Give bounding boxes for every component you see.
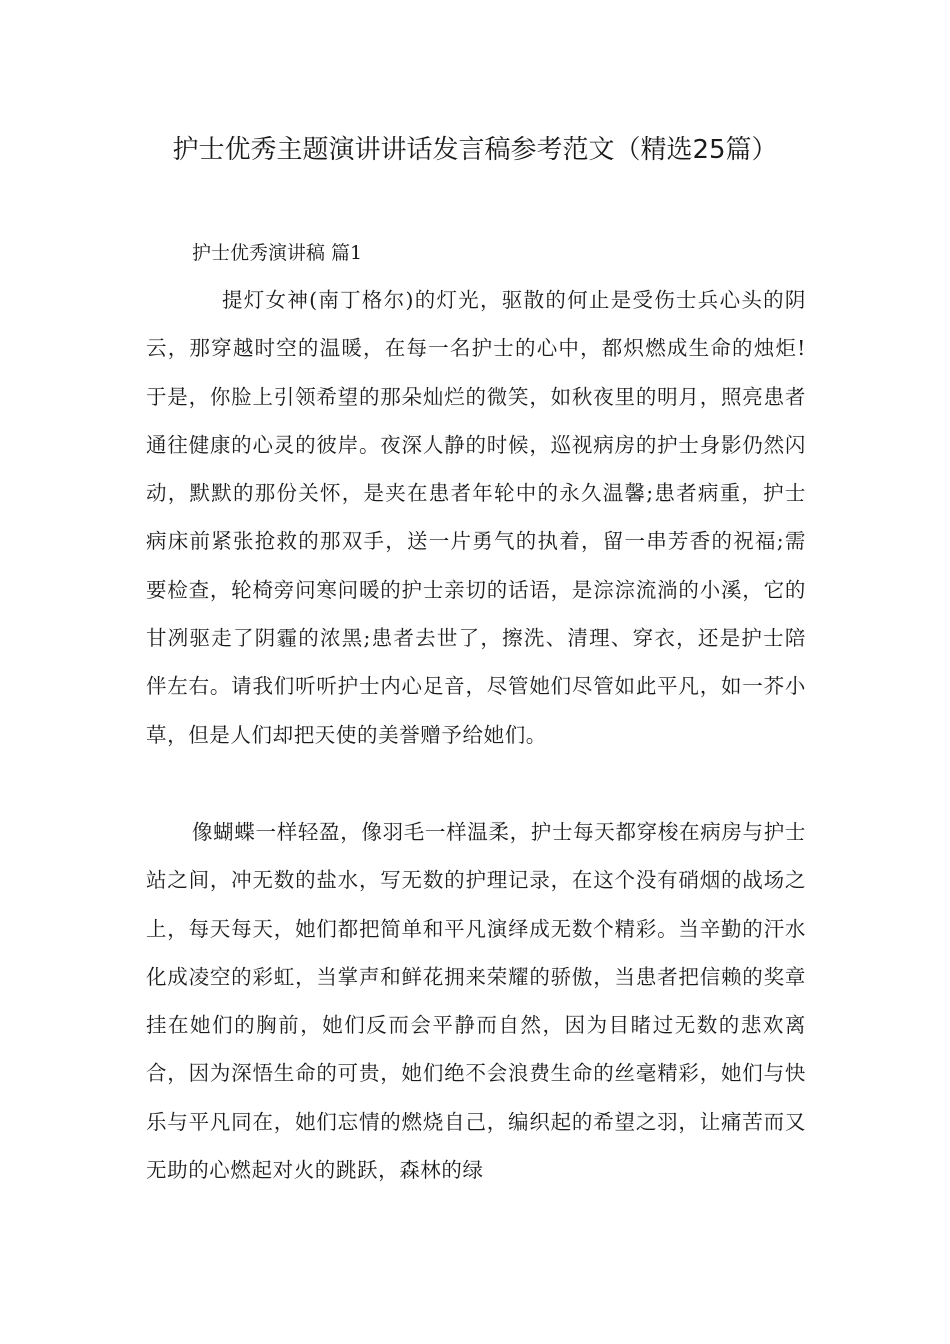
body-paragraph-1: 提灯女神(南丁格尔)的灯光，驱散的何止是受伤士兵心头的阴云，那穿越时空的温暖，在每一名护士的心中，都炽燃成生命的烛炬!于是，你脸上引领希望的那朵灿烂的微笑，如秋夜里的明月，照亮患者通往健康的心灵的彼岸。夜深人静的时候，巡视病房的护士身影仍然闪动，默默的那份关怀，是夹在患者年轮中的永久温馨;患者病重，护士病床前紧张抢救的那双手，送一片勇气的执着，留一串芳香的祝福;需要检查，轮椅旁问寒问暖的护士亲切的话语，是淙淙流淌的小溪，它的甘冽驱走了阴霾的浓黑;患者去世了，擦洗、清理、穿衣，还是护士陪伴左右。请我们听听护士内心足音，尽管她们尽管如此平凡，如一芥小草，但是人们却把天使的美誉赠予给她们。 <box>146 288 806 747</box>
section-heading: 护士优秀演讲稿 篇1 <box>192 242 363 264</box>
body-paragraph-2: 像蝴蝶一样轻盈，像羽毛一样温柔，护士每天都穿梭在病房与护士站之间，冲无数的盐水，写无数的护理记录，在这个没有硝烟的战场之上，每天每天，她们都把简单和平凡演绎成无数个精彩。当辛勤的汗水化成凌空的彩虹，当掌声和鲜花拥来荣耀的骄傲，当患者把信赖的奖章挂在她们的胸前，她们反而会平静而自然，因为目睹过无数的悲欢离合，因为深悟生命的可贵，她们绝不会浪费生命的丝毫精彩，她们与快乐与平凡同在，她们忘情的燃烧自己，编织起的希望之羽，让痛苦而又无助的心燃起对火的跳跃，森林的绿 <box>146 820 806 1183</box>
document-title: 护士优秀主题演讲讲话发言稿参考范文（精选25篇） <box>172 135 778 165</box>
